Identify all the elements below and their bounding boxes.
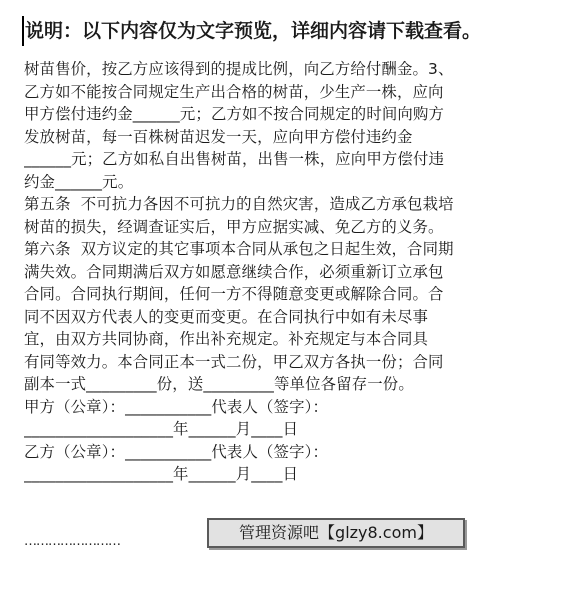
article-6-line: 第六条 双方议定的其它事项本合同从承包之日起生效，合同期 (24, 240, 454, 258)
ellipsis-dots: …………………… (24, 534, 120, 549)
document-body (24, 58, 564, 486)
text-line: ______元；乙方如私自出售树苗，出售一株，应向甲方偿付违 (24, 150, 445, 168)
text-line: 副本一式_________份，送_________等单位各留存一份。 (24, 375, 414, 393)
party-a-date-line: ___________________年______月____日 (24, 420, 299, 438)
text-line: 发放树苗，每一百株树苗迟发一天，应向甲方偿付违约金 (24, 127, 413, 146)
text-line: 合同。合同执行期间，任何一方不得随意变更或解除合同。合 (24, 285, 444, 303)
party-a-signature-line: 甲方（公章）：___________代表人（签字）： (24, 397, 329, 416)
text-line: 宜，由双方共同协商，作出补充规定。补充规定与本合同具 (24, 330, 429, 348)
text-line: 有同等效力。本合同正本一式二份，甲乙双方各执一份；合同 (24, 352, 444, 371)
text-line: 树苗的损失，经调查证实后，甲方应据实减、免乙方的义务。 (24, 217, 444, 236)
text-line: 约金______元。 (24, 172, 134, 191)
text-line: 乙方如不能按合同规定生产出合格的树苗，少生产一株，应向 (24, 82, 444, 101)
watermark-badge: 管理资源吧【glzy8.com】 (207, 518, 465, 548)
text-line: 甲方偿付违约金______元；乙方如不按合同规定的时间向购方 (24, 105, 445, 123)
text-line: 同不因双方代表人的变更而变更。在合同执行中如有未尽事 (24, 307, 429, 326)
text-line: 满失效。合同期满后双方如愿意继续合作，必须重新订立承包 (24, 262, 444, 281)
article-5-line: 第五条 不可抗力各因不可抗力的自然灾害，造成乙方承包栽培 (24, 195, 454, 213)
party-b-signature-line: 乙方（公章）：___________代表人（签字）： (24, 442, 329, 461)
party-b-date-line: ___________________年______月____日 (24, 465, 299, 483)
text-line: 树苗售价，按乙方应该得到的提成比例，向乙方给付酬金。3、 (24, 60, 454, 78)
preview-notice: 说明：以下内容仅为文字预览，详细内容请下载查看。 (22, 16, 481, 46)
